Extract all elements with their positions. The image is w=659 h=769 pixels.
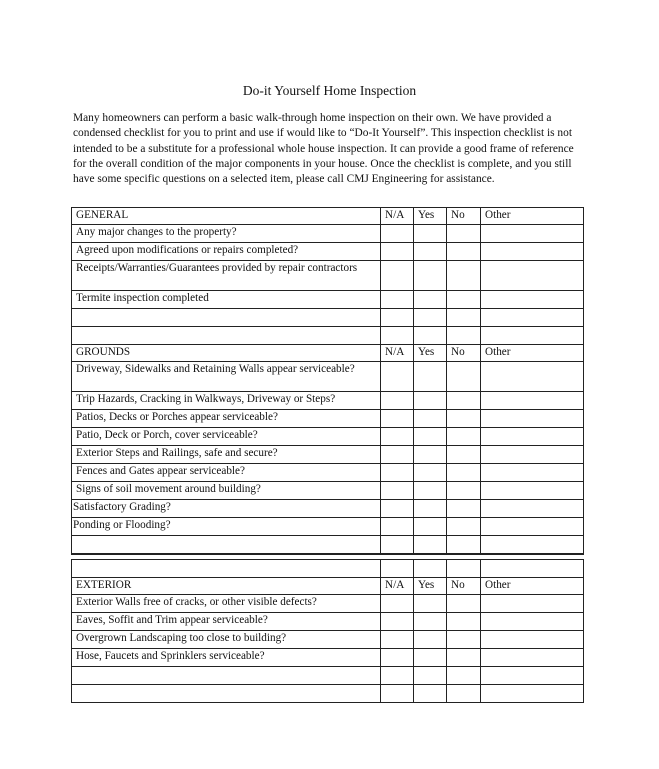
checklist-item-label: Receipts/Warranties/Guarantees provided by repair contractors [72, 261, 381, 291]
checklist-row [72, 261, 584, 291]
blank-cell[interactable] [72, 667, 381, 685]
checklist-item-label: Satisfactory Grading? [72, 500, 381, 518]
other-cell[interactable] [481, 667, 584, 685]
checklist-row [72, 428, 584, 446]
checklist-item-label: Overgrown Landscaping too close to building? [72, 631, 381, 649]
na-cell[interactable] [381, 309, 414, 327]
column-header-other: Other [481, 578, 584, 595]
blank-cell[interactable] [72, 685, 381, 703]
no-cell[interactable] [447, 261, 481, 291]
no-cell[interactable] [447, 667, 481, 685]
yes-cell[interactable] [414, 667, 447, 685]
yes-cell[interactable] [414, 649, 447, 667]
na-cell[interactable] [381, 667, 414, 685]
no-cell[interactable] [447, 392, 481, 410]
yes-cell[interactable] [414, 291, 447, 309]
other-cell[interactable] [481, 631, 584, 649]
yes-cell[interactable] [414, 309, 447, 327]
yes-cell[interactable] [414, 518, 447, 536]
na-cell[interactable] [381, 500, 414, 518]
section-header-general [72, 208, 584, 225]
checklist-row [72, 243, 584, 261]
section-heading: GENERAL [72, 208, 381, 225]
checklist-item-label: Driveway, Sidewalks and Retaining Walls appear serviceable? [72, 362, 381, 392]
na-cell[interactable] [381, 518, 414, 536]
checklist-row [72, 291, 584, 309]
no-cell[interactable] [447, 482, 481, 500]
checklist-item-label: Exterior Walls free of cracks, or other visible defects? [72, 595, 381, 613]
yes-cell[interactable] [414, 243, 447, 261]
no-cell[interactable] [447, 649, 481, 667]
no-cell[interactable] [447, 410, 481, 428]
yes-cell[interactable] [414, 464, 447, 482]
na-cell[interactable] [381, 428, 414, 446]
no-cell[interactable] [447, 309, 481, 327]
column-header-yes: Yes [414, 578, 447, 595]
na-cell[interactable] [381, 536, 414, 555]
checklist-item-label: Ponding or Flooding? [72, 518, 381, 536]
na-cell[interactable] [381, 225, 414, 243]
na-cell[interactable] [381, 685, 414, 703]
blank-row [72, 685, 584, 703]
blank-row [72, 536, 584, 555]
other-cell[interactable] [481, 446, 584, 464]
yes-cell[interactable] [414, 595, 447, 613]
checklist-row [72, 410, 584, 428]
no-cell[interactable] [447, 595, 481, 613]
checklist-row [72, 613, 584, 631]
yes-cell[interactable] [414, 500, 447, 518]
no-cell[interactable] [447, 446, 481, 464]
column-header-yes: Yes [414, 208, 447, 225]
na-cell[interactable] [381, 613, 414, 631]
checklist-item-label: Exterior Steps and Railings, safe and secure? [72, 446, 381, 464]
na-cell[interactable] [381, 291, 414, 309]
blank-cell[interactable] [72, 560, 381, 578]
yes-cell[interactable] [414, 685, 447, 703]
blank-cell[interactable] [72, 327, 381, 345]
na-cell[interactable] [381, 261, 414, 291]
no-cell[interactable] [447, 685, 481, 703]
section-header-grounds [72, 345, 584, 362]
other-cell[interactable] [481, 392, 584, 410]
yes-cell[interactable] [414, 631, 447, 649]
checklist-row [72, 464, 584, 482]
checklist-row [72, 392, 584, 410]
column-header-yes: Yes [414, 345, 447, 362]
other-cell[interactable] [481, 595, 584, 613]
na-cell[interactable] [381, 392, 414, 410]
no-cell[interactable] [447, 613, 481, 631]
other-cell[interactable] [481, 261, 584, 291]
other-cell[interactable] [481, 291, 584, 309]
checklist-item-label: Eaves, Soffit and Trim appear serviceable? [72, 613, 381, 631]
checklist-item-label: Termite inspection completed [72, 291, 381, 309]
yes-cell[interactable] [414, 392, 447, 410]
checklist-row [72, 362, 584, 392]
yes-cell[interactable] [414, 410, 447, 428]
checklist-item-label: Agreed upon modifications or repairs completed? [72, 243, 381, 261]
other-cell[interactable] [481, 613, 584, 631]
column-header-no: No [447, 208, 481, 225]
other-cell[interactable] [481, 327, 584, 345]
section-heading: EXTERIOR [72, 578, 381, 595]
na-cell[interactable] [381, 482, 414, 500]
column-header-no: No [447, 345, 481, 362]
blank-row [72, 327, 584, 345]
no-cell[interactable] [447, 464, 481, 482]
no-cell[interactable] [447, 428, 481, 446]
checklist-row [72, 225, 584, 243]
column-header-na: N/A [381, 578, 414, 595]
na-cell[interactable] [381, 327, 414, 345]
column-header-other: Other [481, 345, 584, 362]
checklist-row [72, 482, 584, 500]
yes-cell[interactable] [414, 482, 447, 500]
blank-row [72, 667, 584, 685]
other-cell[interactable] [481, 464, 584, 482]
yes-cell[interactable] [414, 613, 447, 631]
no-cell[interactable] [447, 327, 481, 345]
blank-row [72, 560, 584, 578]
blank-row [72, 309, 584, 327]
blank-cell[interactable] [72, 309, 381, 327]
no-cell[interactable] [447, 243, 481, 261]
no-cell[interactable] [447, 536, 481, 555]
other-cell[interactable] [481, 560, 584, 578]
other-cell[interactable] [481, 482, 584, 500]
inspection-checklist-table [71, 207, 584, 703]
other-cell[interactable] [481, 243, 584, 261]
na-cell[interactable] [381, 631, 414, 649]
blank-cell[interactable] [72, 536, 381, 555]
checklist-row [72, 446, 584, 464]
na-cell[interactable] [381, 464, 414, 482]
other-cell[interactable] [481, 518, 584, 536]
checklist-row [72, 595, 584, 613]
checklist-item-label: Patio, Deck or Porch, cover serviceable? [72, 428, 381, 446]
other-cell[interactable] [481, 685, 584, 703]
other-cell[interactable] [481, 536, 584, 555]
na-cell[interactable] [381, 560, 414, 578]
checklist-item-label: Any major changes to the property? [72, 225, 381, 243]
no-cell[interactable] [447, 500, 481, 518]
checklist-item-label: Fences and Gates appear serviceable? [72, 464, 381, 482]
no-cell[interactable] [447, 291, 481, 309]
yes-cell[interactable] [414, 362, 447, 392]
checklist-row [72, 649, 584, 667]
checklist-row [72, 631, 584, 649]
other-cell[interactable] [481, 309, 584, 327]
checklist-row [72, 518, 584, 536]
yes-cell[interactable] [414, 261, 447, 291]
na-cell[interactable] [381, 595, 414, 613]
other-cell[interactable] [481, 500, 584, 518]
na-cell[interactable] [381, 446, 414, 464]
section-heading: GROUNDS [72, 345, 381, 362]
other-cell[interactable] [481, 362, 584, 392]
column-header-no: No [447, 578, 481, 595]
page-title: Do-it Yourself Home Inspection [242, 83, 417, 98]
no-cell[interactable] [447, 518, 481, 536]
checklist-item-label: Patios, Decks or Porches appear serviceable? [72, 410, 381, 428]
checklist-item-label: Trip Hazards, Cracking in Walkways, Driveway or Steps? [72, 392, 381, 410]
checklist-row [72, 500, 584, 518]
no-cell[interactable] [447, 362, 481, 392]
yes-cell[interactable] [414, 536, 447, 555]
section-header-exterior [72, 578, 584, 595]
other-cell[interactable] [481, 428, 584, 446]
column-header-na: N/A [381, 345, 414, 362]
no-cell[interactable] [447, 560, 481, 578]
na-cell[interactable] [381, 649, 414, 667]
yes-cell[interactable] [414, 225, 447, 243]
checklist-item-label: Signs of soil movement around building? [72, 482, 381, 500]
other-cell[interactable] [481, 225, 584, 243]
column-header-other: Other [481, 208, 584, 225]
other-cell[interactable] [481, 649, 584, 667]
checklist-item-label: Hose, Faucets and Sprinklers serviceable? [72, 649, 381, 667]
yes-cell[interactable] [414, 428, 447, 446]
column-header-na: N/A [381, 208, 414, 225]
yes-cell[interactable] [414, 560, 447, 578]
yes-cell[interactable] [414, 327, 447, 345]
other-cell[interactable] [481, 410, 584, 428]
na-cell[interactable] [381, 362, 414, 392]
no-cell[interactable] [447, 225, 481, 243]
na-cell[interactable] [381, 243, 414, 261]
yes-cell[interactable] [414, 446, 447, 464]
no-cell[interactable] [447, 631, 481, 649]
na-cell[interactable] [381, 410, 414, 428]
intro-paragraph: Many homeowners can perform a basic walk-through home inspection on their own. We have provided a condensed checklist for you to print and use if would like to “Do-It Yourself”. This inspection checklist is not intended to be a substitute for a professional whole house inspection. It can provide a good frame of reference for the overall condition of the major components in your house. Once the checklist is complete, and you still have some specific questions on a selected item, please call CMJ Engineering for assistance. [73, 112, 574, 186]
